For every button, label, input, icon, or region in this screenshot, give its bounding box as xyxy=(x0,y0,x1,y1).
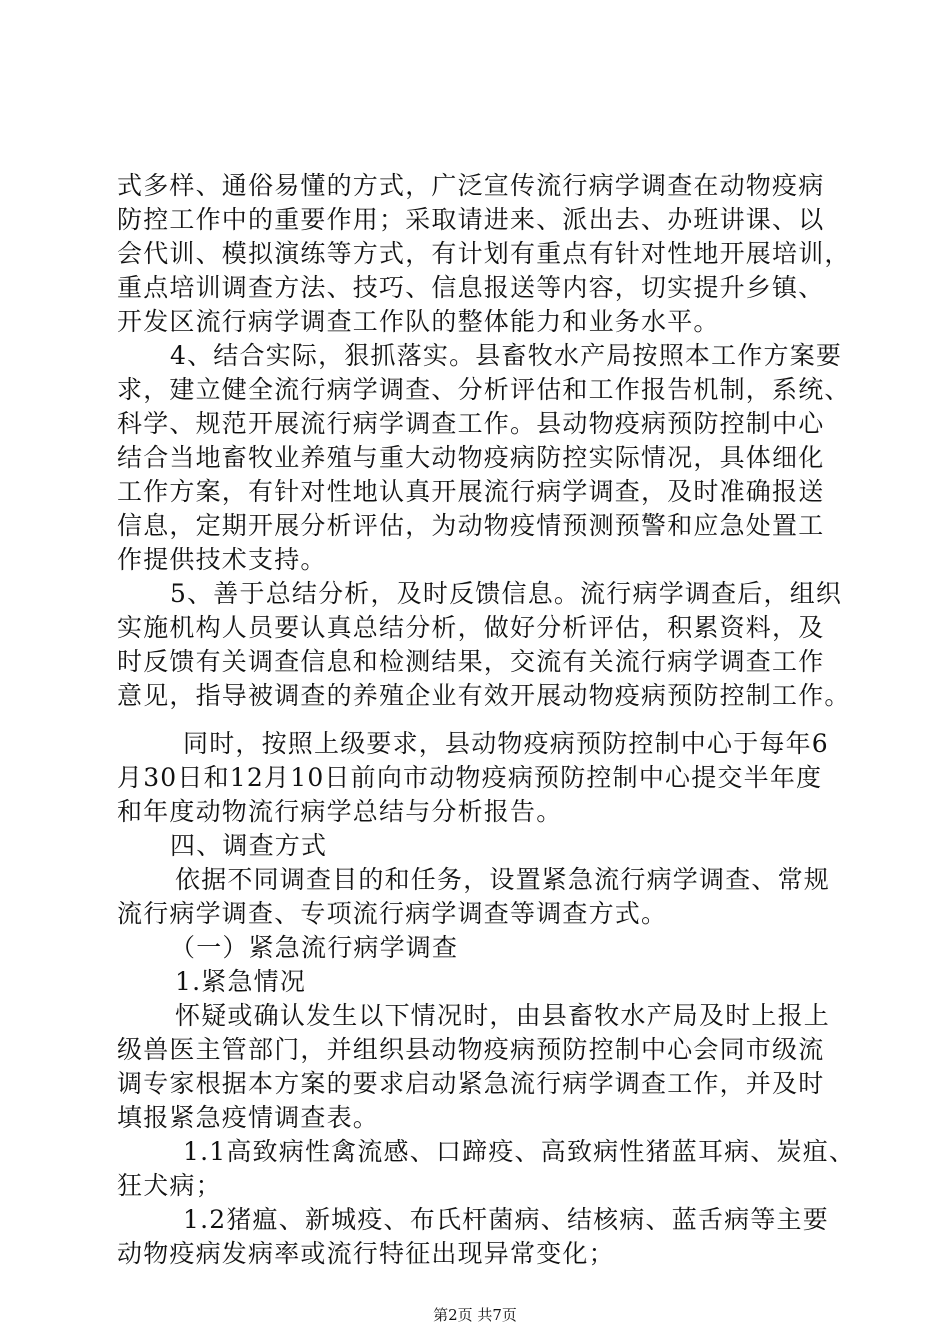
subsection-heading: 1.紧急情况 xyxy=(175,967,307,996)
text-line: 求，建立健全流行病学调查、分析评估和工作报告机制，系统、 xyxy=(117,375,851,404)
text-line: 4、结合实际，狠抓落实。县畜牧水产局按照本工作方案要 xyxy=(170,341,843,370)
text-line: 月30日和12月10日前向市动物疫病预防控制中心提交半年度 xyxy=(117,763,823,792)
section-heading: 四、调查方式 xyxy=(170,831,328,860)
text-line: 依据不同调查目的和任务，设置紧急流行病学调查、常规 xyxy=(175,865,831,894)
text-line: 动物疫病发病率或流行特征出现异常变化； xyxy=(117,1239,615,1268)
text-line: 级兽医主管部门，并组织县动物疫病预防控制中心会同市级流 xyxy=(117,1035,825,1064)
text-line: 填报紧急疫情调查表。 xyxy=(117,1103,380,1132)
text-line: 1.2猪瘟、新城疫、布氏杆菌病、结核病、蓝舌病等主要 xyxy=(183,1205,829,1234)
subsection-heading: （一）紧急流行病学调查 xyxy=(170,933,459,962)
text-line: 会代训、模拟演练等方式，有计划有重点有针对性地开展培训， xyxy=(117,239,851,268)
text-line: 意见，指导被调查的养殖企业有效开展动物疫病预防控制工作。 xyxy=(117,681,851,710)
text-line: 工作方案，有针对性地认真开展流行病学调查，及时准确报送 xyxy=(117,477,825,506)
text-line: 怀疑或确认发生以下情况时，由县畜牧水产局及时上报上 xyxy=(175,1001,831,1030)
text-line: 5、善于总结分析，及时反馈信息。流行病学调查后，组织 xyxy=(170,579,843,608)
text-line: 结合当地畜牧业养殖与重大动物疫病防控实际情况，具体细化 xyxy=(117,443,825,472)
text-line: 和年度动物流行病学总结与分析报告。 xyxy=(117,797,563,826)
text-line: 信息，定期开展分析评估，为动物疫情预测预警和应急处置工 xyxy=(117,511,825,540)
text-line: 科学、规范开展流行病学调查工作。县动物疫病预防控制中心 xyxy=(117,409,825,438)
text-line: 实施机构人员要认真总结分析，做好分析评估，积累资料，及 xyxy=(117,613,825,642)
text-line: 1.1高致病性禽流感、口蹄疫、高致病性猪蓝耳病、炭疽、 xyxy=(183,1137,856,1166)
page-footer: 第2页 共7页 xyxy=(433,1306,517,1324)
text-line: 同时，按照上级要求，县动物疫病预防控制中心于每年6 xyxy=(183,729,829,758)
text-line: 重点培训调查方法、技巧、信息报送等内容，切实提升乡镇、 xyxy=(117,273,825,302)
text-line: 开发区流行病学调查工作队的整体能力和业务水平。 xyxy=(117,307,720,336)
text-line: 狂犬病； xyxy=(117,1171,222,1200)
text-line: 式多样、通俗易懂的方式，广泛宣传流行病学调查在动物疫病 xyxy=(117,171,825,200)
text-line: 作提供技术支持。 xyxy=(117,545,327,574)
text-line: 流行病学调查、专项流行病学调查等调查方式。 xyxy=(117,899,668,928)
text-line: 调专家根据本方案的要求启动紧急流行病学调查工作，并及时 xyxy=(117,1069,825,1098)
text-line: 时反馈有关调查信息和检测结果，交流有关流行病学调查工作 xyxy=(117,647,825,676)
text-line: 防控工作中的重要作用；采取请进来、派出去、办班讲课、以 xyxy=(117,205,825,234)
